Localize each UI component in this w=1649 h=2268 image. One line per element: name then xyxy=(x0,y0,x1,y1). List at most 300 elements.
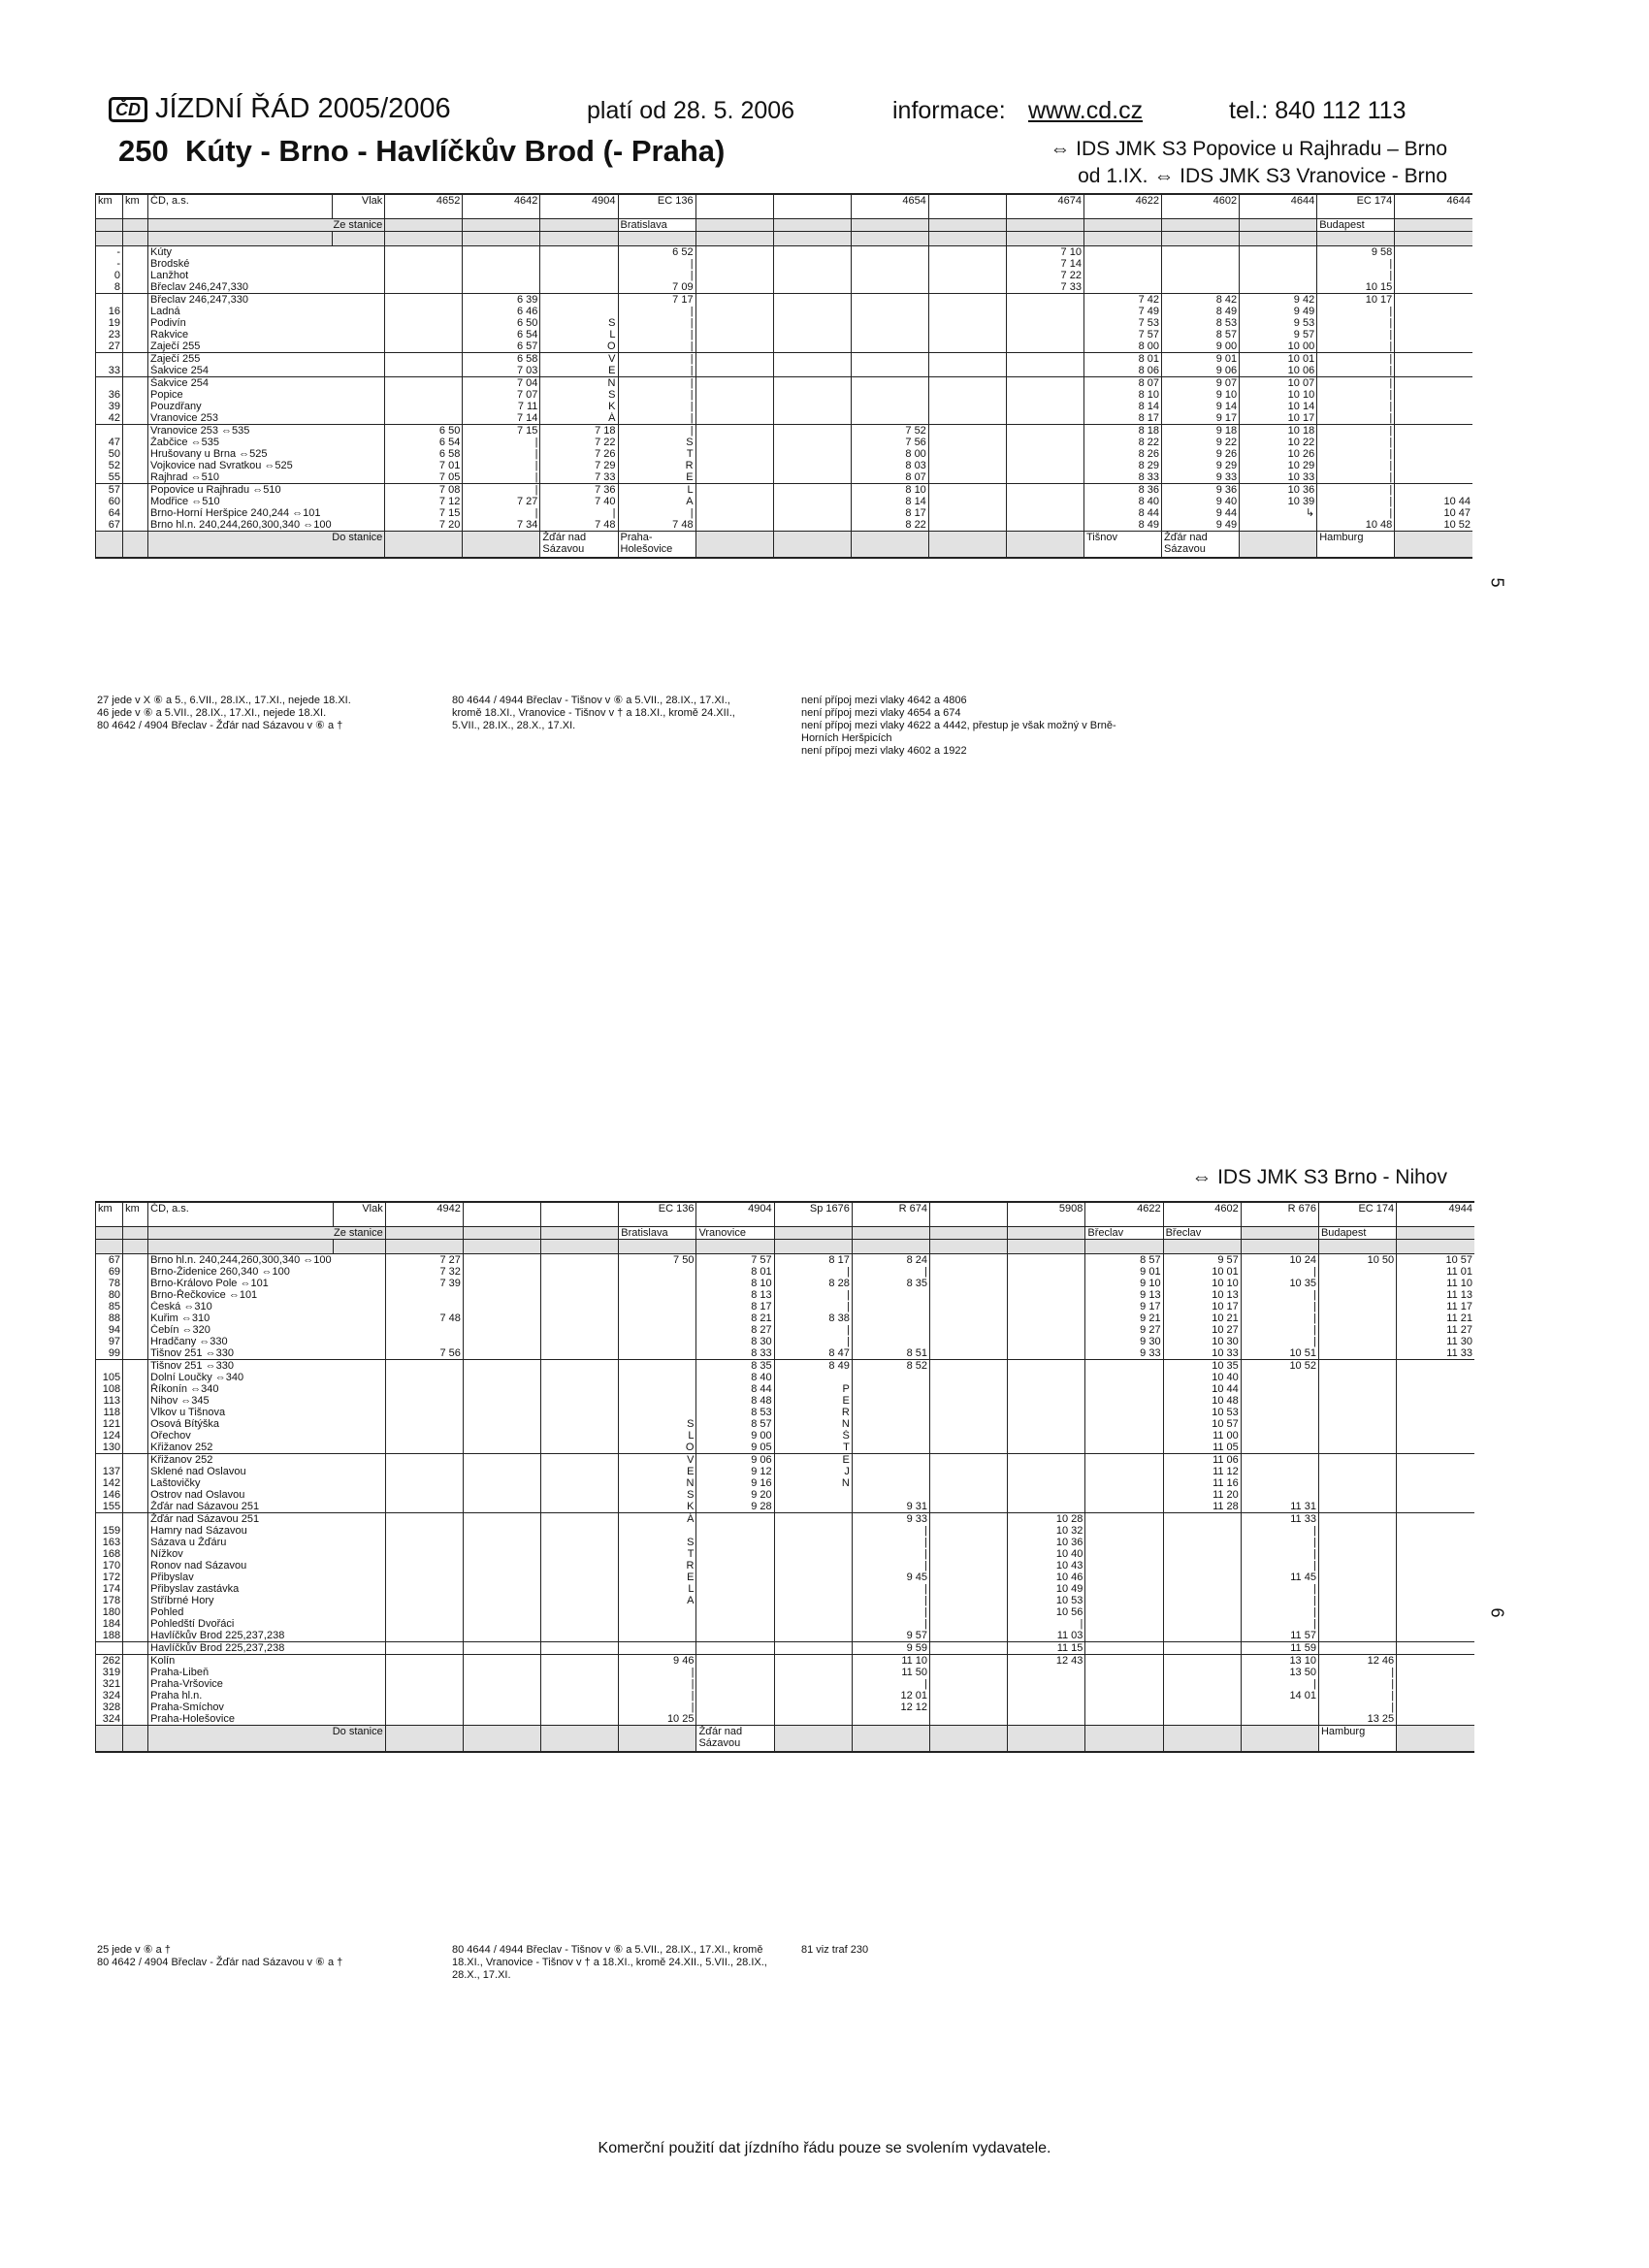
time-cell: 7 33 xyxy=(1006,281,1083,294)
table-row xyxy=(96,1254,1475,1267)
time-cell: | xyxy=(1317,460,1395,471)
time-cell xyxy=(930,1630,1008,1642)
time-cell xyxy=(930,1525,1008,1537)
time-cell xyxy=(619,1407,696,1418)
cell xyxy=(148,232,333,246)
time-cell: 7 17 xyxy=(618,294,695,307)
time-cell xyxy=(1240,270,1317,281)
cell xyxy=(123,532,148,559)
to-station xyxy=(385,532,463,559)
cell xyxy=(928,232,1006,246)
time-cell: 8 17 xyxy=(1083,412,1161,425)
time-cell xyxy=(695,258,773,270)
time-cell: | xyxy=(618,425,695,437)
time-cell xyxy=(774,1678,852,1690)
info-link[interactable]: www.cd.cz xyxy=(1028,97,1144,124)
row-km: - xyxy=(96,258,123,270)
cell xyxy=(123,1372,148,1383)
station-name: Nížkov xyxy=(148,1548,386,1560)
row-km: 178 xyxy=(96,1595,123,1606)
time-cell xyxy=(619,1630,696,1642)
time-cell xyxy=(930,1372,1008,1383)
time-cell xyxy=(774,1667,852,1678)
time-cell xyxy=(773,340,851,353)
table-row xyxy=(96,1266,1475,1278)
time-cell: 8 52 xyxy=(852,1360,929,1373)
to-station xyxy=(385,1726,463,1753)
cell xyxy=(123,365,148,377)
row-km xyxy=(96,1360,123,1373)
time-cell xyxy=(774,1618,852,1630)
row-km: 97 xyxy=(96,1336,123,1347)
time-cell xyxy=(619,1312,696,1324)
time-cell: | xyxy=(852,1618,929,1630)
time-cell xyxy=(463,1454,540,1467)
time-cell xyxy=(385,1548,463,1560)
table-row xyxy=(96,1301,1475,1312)
to-station xyxy=(1008,1726,1085,1753)
time-cell xyxy=(1008,1254,1085,1267)
time-cell xyxy=(619,1383,696,1395)
line-number: 250 xyxy=(118,134,169,168)
from-station: Vranovice xyxy=(696,1227,774,1240)
time-cell: 8 17 xyxy=(696,1301,774,1312)
time-cell xyxy=(696,1678,774,1690)
time-cell xyxy=(1318,1266,1396,1278)
row-km: 108 xyxy=(96,1383,123,1395)
table-row xyxy=(96,401,1473,412)
time-cell: 6 46 xyxy=(463,306,540,317)
time-cell xyxy=(1318,1583,1396,1595)
time-cell xyxy=(1008,1301,1085,1312)
time-cell xyxy=(1006,412,1083,425)
time-cell: 8 40 xyxy=(1083,496,1161,507)
station-name: Osová Bítýška xyxy=(148,1418,386,1430)
cell xyxy=(123,460,148,471)
time-cell: P xyxy=(774,1383,852,1395)
time-cell: 9 42 xyxy=(1240,294,1317,307)
time-cell xyxy=(463,1690,540,1701)
station-name: Sázava u Žďáru xyxy=(148,1537,386,1548)
time-cell: | xyxy=(618,258,695,270)
time-cell xyxy=(930,1278,1008,1289)
cell xyxy=(123,306,148,317)
time-cell xyxy=(1397,1537,1474,1548)
time-cell: | xyxy=(463,484,540,497)
time-cell xyxy=(619,1606,696,1618)
table-row xyxy=(96,1395,1475,1407)
time-cell: 9 33 xyxy=(852,1513,929,1526)
time-cell xyxy=(1395,425,1472,437)
time-cell: | xyxy=(1317,507,1395,519)
train-number: 4652 xyxy=(385,194,463,219)
time-cell xyxy=(1163,1548,1241,1560)
time-cell xyxy=(1240,258,1317,270)
time-cell xyxy=(1085,1489,1163,1501)
train-number: 4622 xyxy=(1085,1202,1163,1227)
table-row xyxy=(96,306,1473,317)
time-cell: | xyxy=(463,448,540,460)
time-cell xyxy=(619,1278,696,1289)
time-cell xyxy=(1395,484,1472,497)
time-cell xyxy=(852,1418,929,1430)
time-cell xyxy=(541,1655,619,1668)
cell xyxy=(123,1312,148,1324)
row-km: 118 xyxy=(96,1407,123,1418)
time-cell: | xyxy=(852,1266,929,1278)
time-cell xyxy=(928,519,1006,532)
cell xyxy=(96,1726,123,1753)
row-km: 159 xyxy=(96,1525,123,1537)
time-cell xyxy=(1163,1537,1241,1548)
time-cell xyxy=(385,258,463,270)
time-cell xyxy=(463,1667,540,1678)
table-row xyxy=(96,1383,1475,1395)
time-cell xyxy=(1006,448,1083,460)
time-cell: | xyxy=(618,329,695,340)
station-name: Šakvice 254 xyxy=(148,365,385,377)
time-cell: | xyxy=(1241,1336,1318,1347)
station-name: Tišnov 251 ⇔330 xyxy=(148,1347,386,1360)
time-cell xyxy=(1395,412,1472,425)
time-cell xyxy=(930,1347,1008,1360)
time-cell: 7 09 xyxy=(618,281,695,294)
time-cell: 10 52 xyxy=(1241,1360,1318,1373)
cell xyxy=(123,377,148,390)
time-cell xyxy=(463,1642,540,1655)
time-cell xyxy=(1318,1489,1396,1501)
time-cell xyxy=(930,1254,1008,1267)
time-cell: | xyxy=(1241,1606,1318,1618)
time-cell: 10 53 xyxy=(1008,1595,1085,1606)
station-name: Praha-Holešovice xyxy=(148,1713,386,1726)
time-cell xyxy=(774,1642,852,1655)
time-cell: | xyxy=(463,460,540,471)
time-cell: 8 49 xyxy=(774,1360,852,1373)
time-cell: 8 00 xyxy=(1083,340,1161,353)
time-cell: 10 40 xyxy=(1008,1548,1085,1560)
table-row xyxy=(96,1655,1475,1668)
train-number: 5908 xyxy=(1008,1202,1085,1227)
train-number: EC 174 xyxy=(1317,194,1395,219)
time-cell: | xyxy=(618,377,695,390)
time-cell: R xyxy=(774,1407,852,1418)
time-cell xyxy=(851,270,928,281)
time-cell: 7 08 xyxy=(385,484,463,497)
time-cell: 10 26 xyxy=(1240,448,1317,460)
time-cell: 11 17 xyxy=(1397,1301,1474,1312)
table-row xyxy=(96,1347,1475,1360)
cell xyxy=(123,353,148,366)
time-cell: 9 00 xyxy=(1162,340,1240,353)
time-cell xyxy=(463,1383,540,1395)
time-cell: N xyxy=(619,1477,696,1489)
cell xyxy=(123,1525,148,1537)
time-cell: 8 24 xyxy=(852,1254,929,1267)
cell xyxy=(696,1240,774,1254)
cell xyxy=(148,1240,333,1254)
km-header: km xyxy=(96,194,123,219)
time-cell xyxy=(385,1525,463,1537)
table-row xyxy=(96,1642,1475,1655)
time-cell xyxy=(1397,1454,1474,1467)
time-cell: 7 14 xyxy=(1006,258,1083,270)
time-cell: 7 22 xyxy=(540,437,618,448)
row-km: 69 xyxy=(96,1266,123,1278)
time-cell: 9 45 xyxy=(852,1571,929,1583)
time-cell xyxy=(851,317,928,329)
station-name: Pohledští Dvořáci xyxy=(148,1618,386,1630)
time-cell xyxy=(1318,1477,1396,1489)
row-km xyxy=(96,1642,123,1655)
time-cell xyxy=(1085,1560,1163,1571)
row-km: 36 xyxy=(96,389,123,401)
row-km: 16 xyxy=(96,306,123,317)
cell xyxy=(123,1442,148,1454)
table-row xyxy=(96,1678,1475,1690)
row-km: 184 xyxy=(96,1618,123,1630)
time-cell: 11 13 xyxy=(1397,1289,1474,1301)
time-cell: 11 45 xyxy=(1241,1571,1318,1583)
time-cell: 11 57 xyxy=(1241,1630,1318,1642)
footnote-line: není přípoj mezi vlaky 4654 a 674 xyxy=(801,707,961,719)
time-cell xyxy=(852,1301,929,1312)
time-cell xyxy=(1318,1595,1396,1606)
time-cell xyxy=(695,412,773,425)
time-cell: 8 29 xyxy=(1083,460,1161,471)
time-cell: 9 29 xyxy=(1162,460,1240,471)
time-cell xyxy=(774,1501,852,1513)
from-station xyxy=(385,1227,463,1240)
time-cell xyxy=(1397,1630,1474,1642)
table-row xyxy=(96,1618,1475,1630)
time-cell: | xyxy=(1317,471,1395,484)
time-cell xyxy=(1395,258,1472,270)
time-cell xyxy=(1395,270,1472,281)
footnotes-2-right xyxy=(801,1944,1121,1957)
cell xyxy=(930,1240,1008,1254)
time-cell: 7 15 xyxy=(385,507,463,519)
time-cell: E xyxy=(774,1395,852,1407)
to-station: Hamburg xyxy=(1318,1726,1396,1753)
time-cell: 12 01 xyxy=(852,1690,929,1701)
time-cell xyxy=(1006,401,1083,412)
station-name: Podivín xyxy=(148,317,385,329)
time-cell xyxy=(930,1501,1008,1513)
time-cell xyxy=(385,1407,463,1418)
time-cell: 8 57 xyxy=(696,1418,774,1430)
row-km: 163 xyxy=(96,1537,123,1548)
time-cell: 7 27 xyxy=(463,496,540,507)
station-name: Žďár nad Sázavou 251 xyxy=(148,1513,386,1526)
to-station xyxy=(851,532,928,559)
time-cell: | xyxy=(1317,353,1395,366)
time-cell xyxy=(1318,1442,1396,1454)
table-row xyxy=(96,1312,1475,1324)
time-cell: | xyxy=(463,437,540,448)
time-cell xyxy=(930,1395,1008,1407)
cell xyxy=(96,532,123,559)
table-row xyxy=(96,1477,1475,1489)
time-cell: 7 57 xyxy=(1083,329,1161,340)
cell xyxy=(852,1240,929,1254)
time-cell: 10 28 xyxy=(1008,1513,1085,1526)
time-cell xyxy=(385,1560,463,1571)
cell xyxy=(123,1336,148,1347)
time-cell xyxy=(696,1571,774,1583)
time-cell: | xyxy=(618,306,695,317)
time-cell: V xyxy=(619,1454,696,1467)
to-station: Žďár nad Sázavou xyxy=(696,1726,774,1753)
time-cell: 13 10 xyxy=(1241,1655,1318,1668)
from-station xyxy=(1006,219,1083,232)
cell xyxy=(123,1266,148,1278)
to-label: Do stanice xyxy=(148,532,385,559)
time-cell xyxy=(540,258,618,270)
time-cell xyxy=(1008,1713,1085,1726)
time-cell: 11 20 xyxy=(1163,1489,1241,1501)
time-cell xyxy=(930,1442,1008,1454)
time-cell xyxy=(1083,281,1161,294)
row-km: 170 xyxy=(96,1560,123,1571)
time-cell: 11 05 xyxy=(1163,1442,1241,1454)
time-cell xyxy=(463,258,540,270)
time-cell: 7 01 xyxy=(385,460,463,471)
time-cell: N xyxy=(774,1418,852,1430)
time-cell xyxy=(1006,340,1083,353)
time-cell xyxy=(930,1690,1008,1701)
time-cell xyxy=(773,507,851,519)
table-row xyxy=(96,1289,1475,1301)
time-cell xyxy=(1085,1630,1163,1642)
time-cell xyxy=(385,294,463,307)
time-cell xyxy=(1008,1289,1085,1301)
time-cell xyxy=(930,1312,1008,1324)
time-cell xyxy=(1085,1454,1163,1467)
station-name: Vranovice 253 xyxy=(148,412,385,425)
cell xyxy=(123,471,148,484)
row-km: 180 xyxy=(96,1606,123,1618)
cell xyxy=(619,1240,696,1254)
time-cell: 11 33 xyxy=(1241,1513,1318,1526)
time-cell xyxy=(463,1655,540,1668)
time-cell xyxy=(540,246,618,259)
time-cell: 7 48 xyxy=(385,1312,463,1324)
time-cell: 7 10 xyxy=(1006,246,1083,259)
time-cell xyxy=(1397,1701,1474,1713)
time-cell xyxy=(773,425,851,437)
time-cell: 10 32 xyxy=(1008,1525,1085,1537)
time-cell xyxy=(385,1466,463,1477)
station-name: Modřice ⇔510 xyxy=(148,496,385,507)
train-label: Vlak xyxy=(333,1202,385,1227)
time-cell xyxy=(928,460,1006,471)
time-cell: 10 40 xyxy=(1163,1372,1241,1383)
time-cell xyxy=(774,1606,852,1618)
time-cell xyxy=(463,1713,540,1726)
footnotes-1-right xyxy=(801,695,1150,758)
time-cell xyxy=(928,365,1006,377)
usage-note: Komerční použití dat jízdního řádu pouze se svolením vydavatele. xyxy=(598,2140,1051,2156)
row-km xyxy=(96,1513,123,1526)
time-cell: 10 52 xyxy=(1395,519,1472,532)
time-cell xyxy=(619,1289,696,1301)
row-km: 64 xyxy=(96,507,123,519)
time-cell xyxy=(463,1301,540,1312)
time-cell xyxy=(1318,1560,1396,1571)
station-name: Tišnov 251 ⇔330 xyxy=(148,1360,386,1373)
cell xyxy=(1317,232,1395,246)
time-cell xyxy=(930,1360,1008,1373)
time-cell xyxy=(928,329,1006,340)
time-cell: 10 24 xyxy=(1241,1254,1318,1267)
cell xyxy=(123,1477,148,1489)
row-km: 155 xyxy=(96,1501,123,1513)
footnote-line: 46 jede v ⑥ a 5.VII., 28.IX., 17.XI., nejede 18.XI. xyxy=(97,707,327,719)
time-cell xyxy=(851,340,928,353)
time-cell xyxy=(1006,471,1083,484)
train-number: 4644 xyxy=(1395,194,1472,219)
time-cell xyxy=(1006,294,1083,307)
station-name: Dolní Loučky ⇔340 xyxy=(148,1372,386,1383)
time-cell xyxy=(1241,1713,1318,1726)
time-cell: | xyxy=(774,1324,852,1336)
time-cell xyxy=(774,1583,852,1595)
carrier: ČD, a.s. xyxy=(148,194,333,219)
table-row xyxy=(96,425,1473,437)
time-cell xyxy=(463,1336,540,1347)
time-cell: 8 51 xyxy=(852,1347,929,1360)
time-cell xyxy=(1395,401,1472,412)
time-cell xyxy=(1008,1372,1085,1383)
time-cell xyxy=(928,437,1006,448)
train-number: 4674 xyxy=(1006,194,1083,219)
time-cell xyxy=(463,1254,540,1267)
time-cell: 9 33 xyxy=(1162,471,1240,484)
row-km: 50 xyxy=(96,448,123,460)
time-cell: 12 46 xyxy=(1318,1655,1396,1668)
time-cell: 10 50 xyxy=(1318,1254,1396,1267)
time-cell: 11 50 xyxy=(852,1667,929,1678)
ids-note-1: ⇔ IDS JMK S3 Popovice u Rajhradu – Brno xyxy=(1050,138,1447,160)
train-number xyxy=(463,1202,540,1227)
time-cell xyxy=(696,1560,774,1571)
from-station xyxy=(541,1227,619,1240)
time-cell xyxy=(1395,365,1472,377)
time-cell xyxy=(385,317,463,329)
table-row xyxy=(96,412,1473,425)
time-cell: 6 58 xyxy=(385,448,463,460)
time-cell: 8 26 xyxy=(1083,448,1161,460)
from-station xyxy=(1008,1227,1085,1240)
time-cell: | xyxy=(1241,1525,1318,1537)
time-cell xyxy=(773,306,851,317)
from-station xyxy=(774,1227,852,1240)
train-number: R 674 xyxy=(852,1202,929,1227)
time-cell xyxy=(1085,1583,1163,1595)
time-cell xyxy=(385,340,463,353)
time-cell: 10 48 xyxy=(1317,519,1395,532)
time-cell: 10 53 xyxy=(1163,1407,1241,1418)
time-cell xyxy=(930,1713,1008,1726)
cell xyxy=(618,232,695,246)
to-station xyxy=(695,532,773,559)
time-cell: 7 14 xyxy=(463,412,540,425)
time-cell: | xyxy=(618,317,695,329)
station-name: Laštovičky xyxy=(148,1477,386,1489)
table-row xyxy=(96,519,1473,532)
time-cell: 9 06 xyxy=(696,1454,774,1467)
